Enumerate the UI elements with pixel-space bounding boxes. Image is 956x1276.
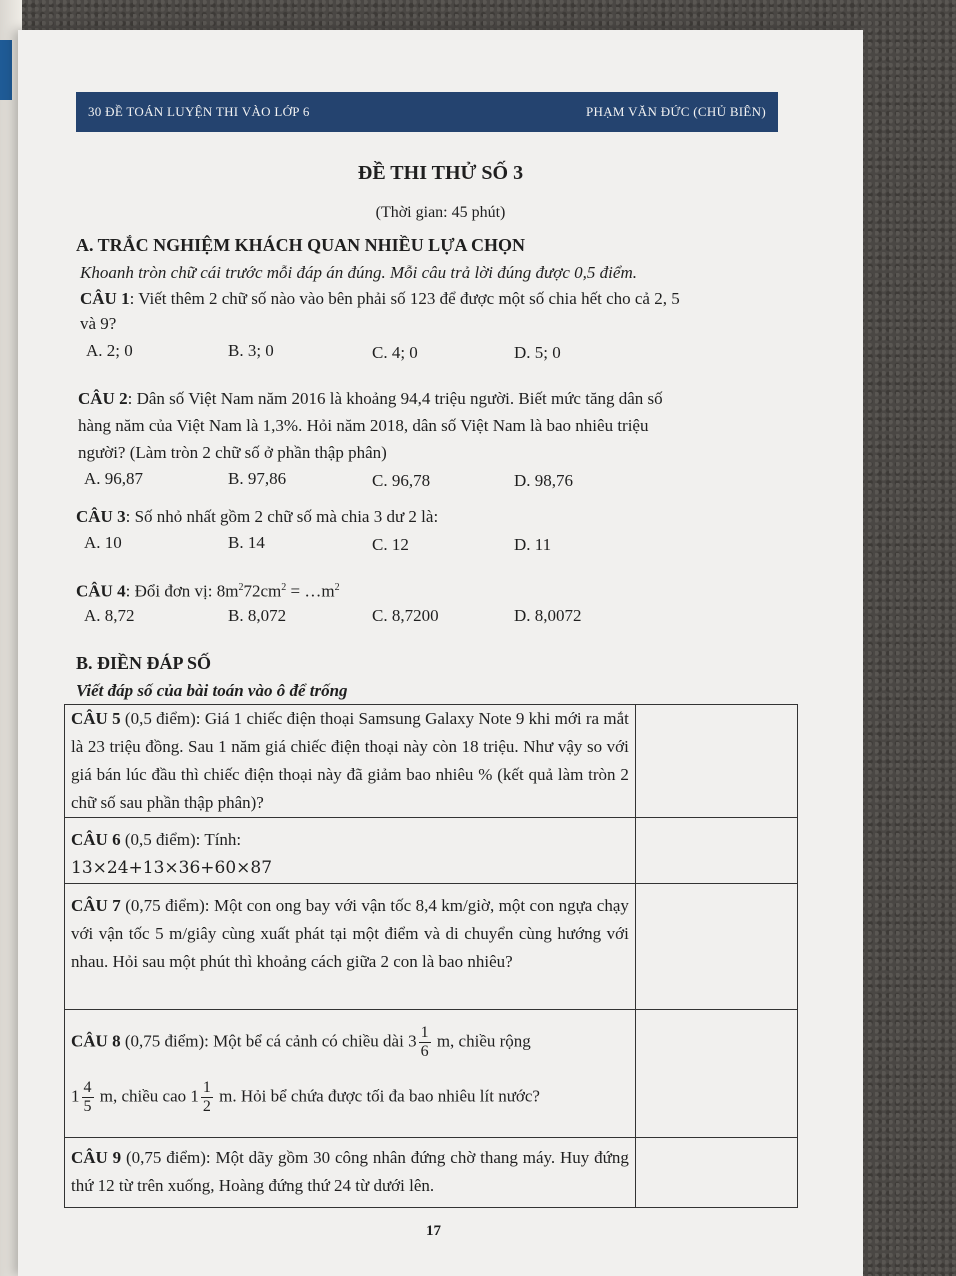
question-9-cell xyxy=(65,1138,636,1208)
question-3-option-d[interactable]: D. 11 xyxy=(514,535,552,554)
table-row xyxy=(65,818,798,884)
question-8-length-numerator: 1 xyxy=(420,1024,429,1041)
question-4-option-c[interactable]: C. 8,7200 xyxy=(372,606,439,625)
question-1-option-a[interactable]: A. 2; 0 xyxy=(86,341,133,360)
question-2-text-line3: người? (Làm tròn 2 chữ số ở phần thập phân) xyxy=(78,443,387,462)
question-3-text: : Số nhỏ nhất gồm 2 chữ số mà chia 3 dư 2 là: xyxy=(125,507,439,526)
question-4-text-post: = …m xyxy=(286,581,335,601)
question-8-height-whole: 1 xyxy=(190,1086,199,1106)
table-row xyxy=(65,705,798,818)
header-book-title: 30 ĐỀ TOÁN LUYỆN THI VÀO LỚP 6 xyxy=(88,104,310,119)
question-8-text-1: (0,75 điểm): Một bể cá cảnh có chiều dài xyxy=(120,1031,409,1051)
question-8-answer-box[interactable] xyxy=(635,1010,797,1138)
section-a-instruction: Khoanh tròn chữ cái trước mỗi đáp án đúng. Mỗi câu trả lời đúng được 0,5 điểm. xyxy=(80,263,637,282)
question-3-label: CÂU 3 xyxy=(76,507,126,526)
question-4-text-mid: 72cm xyxy=(243,581,282,601)
question-6-label: CÂU 6 xyxy=(71,830,121,849)
question-1-option-b[interactable]: B. 3; 0 xyxy=(228,341,274,360)
question-2-text: : Dân số Việt Nam năm 2016 là khoảng 94,4 triệu người. Biết mức tăng dân số xyxy=(127,389,663,408)
question-8-text-4: m. Hỏi bể chứa được tối đa bao nhiêu lít nước? xyxy=(214,1086,540,1106)
question-5-answer-box[interactable] xyxy=(635,705,797,818)
question-2-option-a[interactable]: A. 96,87 xyxy=(84,469,144,488)
question-8-label: CÂU 8 xyxy=(71,1031,121,1051)
section-a-heading: A. TRẮC NGHIỆM KHÁCH QUAN NHIỀU LỰA CHỌN xyxy=(76,235,526,255)
exam-time: (Thời gian: 45 phút) xyxy=(375,204,506,221)
question-8-width-fraction xyxy=(82,1079,94,1116)
question-4-sup2: 2 xyxy=(281,582,287,593)
question-8-cell xyxy=(65,1010,636,1138)
exam-title: ĐỀ THI THỬ SỐ 3 xyxy=(357,162,524,184)
section-b-instruction: Viết đáp số của bài toán vào ô để trống xyxy=(76,681,348,700)
question-4-sup3: 2 xyxy=(334,582,340,593)
question-9-answer-box[interactable] xyxy=(635,1138,797,1208)
book-spine-mark xyxy=(0,40,12,100)
header-author: PHẠM VĂN ĐỨC (CHỦ BIÊN) xyxy=(586,104,766,119)
question-1-text-line2: và 9? xyxy=(80,314,117,333)
question-7-cell xyxy=(65,884,636,1010)
question-8-height-numerator: 1 xyxy=(202,1079,211,1096)
question-4-sup1: 2 xyxy=(238,582,244,593)
table-row xyxy=(65,1010,798,1138)
question-1-text: : Viết thêm 2 chữ số nào vào bên phải số 123 để được một số chia hết cho cả 2, 5 xyxy=(129,289,680,308)
question-9-text: (0,75 điểm): Một dãy gồm 30 công nhân đứng chờ thang máy. Huy đứng thứ 12 từ trên xuống, Hoàng đứng thứ 24 từ dưới lên. xyxy=(71,1148,629,1195)
question-2-text-line2: hàng năm của Việt Nam là 1,3%. Hỏi năm 2018, dân số Việt Nam là bao nhiêu triệu xyxy=(78,416,649,435)
question-4-option-a[interactable]: A. 8,72 xyxy=(84,606,135,625)
table-row xyxy=(65,884,798,1010)
question-8-text-3: m, chiều cao xyxy=(95,1086,191,1106)
question-2-label: CÂU 2 xyxy=(78,389,128,408)
question-7-answer-box[interactable] xyxy=(635,884,797,1010)
question-2-option-d[interactable]: D. 98,76 xyxy=(514,471,574,490)
question-8-text-2: m, chiều rộng xyxy=(432,1031,531,1051)
question-2 xyxy=(78,388,663,410)
question-3 xyxy=(76,506,438,528)
question-8-length-denominator: 6 xyxy=(420,1043,429,1060)
table-row xyxy=(65,1138,798,1208)
page-header xyxy=(76,92,778,132)
section-b-heading: B. ĐIỀN ĐÁP SỐ xyxy=(76,653,212,673)
question-6-text: (0,5 điểm): Tính: xyxy=(120,830,242,849)
question-3-option-c[interactable]: C. 12 xyxy=(372,535,409,554)
question-4-option-b[interactable]: B. 8,072 xyxy=(228,606,287,625)
question-8-length-whole: 3 xyxy=(408,1031,417,1051)
answer-table xyxy=(64,704,798,1208)
question-6-answer-box[interactable] xyxy=(635,818,797,884)
question-4-text-pre: : Đổi đơn vị: 8m xyxy=(125,581,239,601)
question-5-label: CÂU 5 xyxy=(71,709,121,728)
question-8-height-fraction xyxy=(201,1079,213,1116)
question-7-label: CÂU 7 xyxy=(71,896,121,915)
question-3-option-a[interactable]: A. 10 xyxy=(84,533,122,552)
question-1-label: CÂU 1 xyxy=(80,289,130,308)
question-5-cell xyxy=(65,705,636,818)
book-page xyxy=(18,30,863,1276)
question-9-label: CÂU 9 xyxy=(71,1148,122,1167)
question-4-option-d[interactable]: D. 8,0072 xyxy=(514,606,582,625)
question-7-text: (0,75 điểm): Một con ong bay với vận tốc 8,4 km/giờ, một con ngựa chạy với vận tốc 5 m/giây cùng xuất phát tại một điểm và di chuyển cùng hướng với nhau. Hỏi sau một phút thì khoảng cách giữa 2 con là bao nhiêu? xyxy=(71,896,629,971)
question-2-option-b[interactable]: B. 97,86 xyxy=(228,469,287,488)
question-8-width-numerator: 4 xyxy=(83,1079,92,1096)
question-2-option-c[interactable]: C. 96,78 xyxy=(372,471,431,490)
question-6-expression: 13×24+13×36+60×87 xyxy=(71,858,273,878)
question-1-option-c[interactable]: C. 4; 0 xyxy=(372,343,418,362)
question-6-cell xyxy=(65,818,636,884)
question-8-length-fraction xyxy=(419,1024,431,1061)
question-1-option-d[interactable]: D. 5; 0 xyxy=(514,343,561,362)
question-3-option-b[interactable]: B. 14 xyxy=(228,533,265,552)
question-4 xyxy=(76,577,340,603)
question-1 xyxy=(80,288,680,310)
question-8-width-denominator: 5 xyxy=(83,1098,92,1115)
question-4-label: CÂU 4 xyxy=(76,581,126,601)
page-number: 17 xyxy=(426,1223,441,1239)
question-8-height-denominator: 2 xyxy=(202,1098,211,1115)
question-5-text: (0,5 điểm): Giá 1 chiếc điện thoại Samsung Galaxy Note 9 khi mới ra mắt là 23 triệu đồng. Sau 1 năm giá chiếc điện thoại này còn 18 triệu. Như vậy so với giá bán lúc đầu thì chiếc điện thoại này đã giảm bao nhiêu % (kết quả làm tròn 2 chữ số sau phần thập phân)? xyxy=(71,709,629,812)
question-8-width-whole: 1 xyxy=(71,1086,80,1106)
